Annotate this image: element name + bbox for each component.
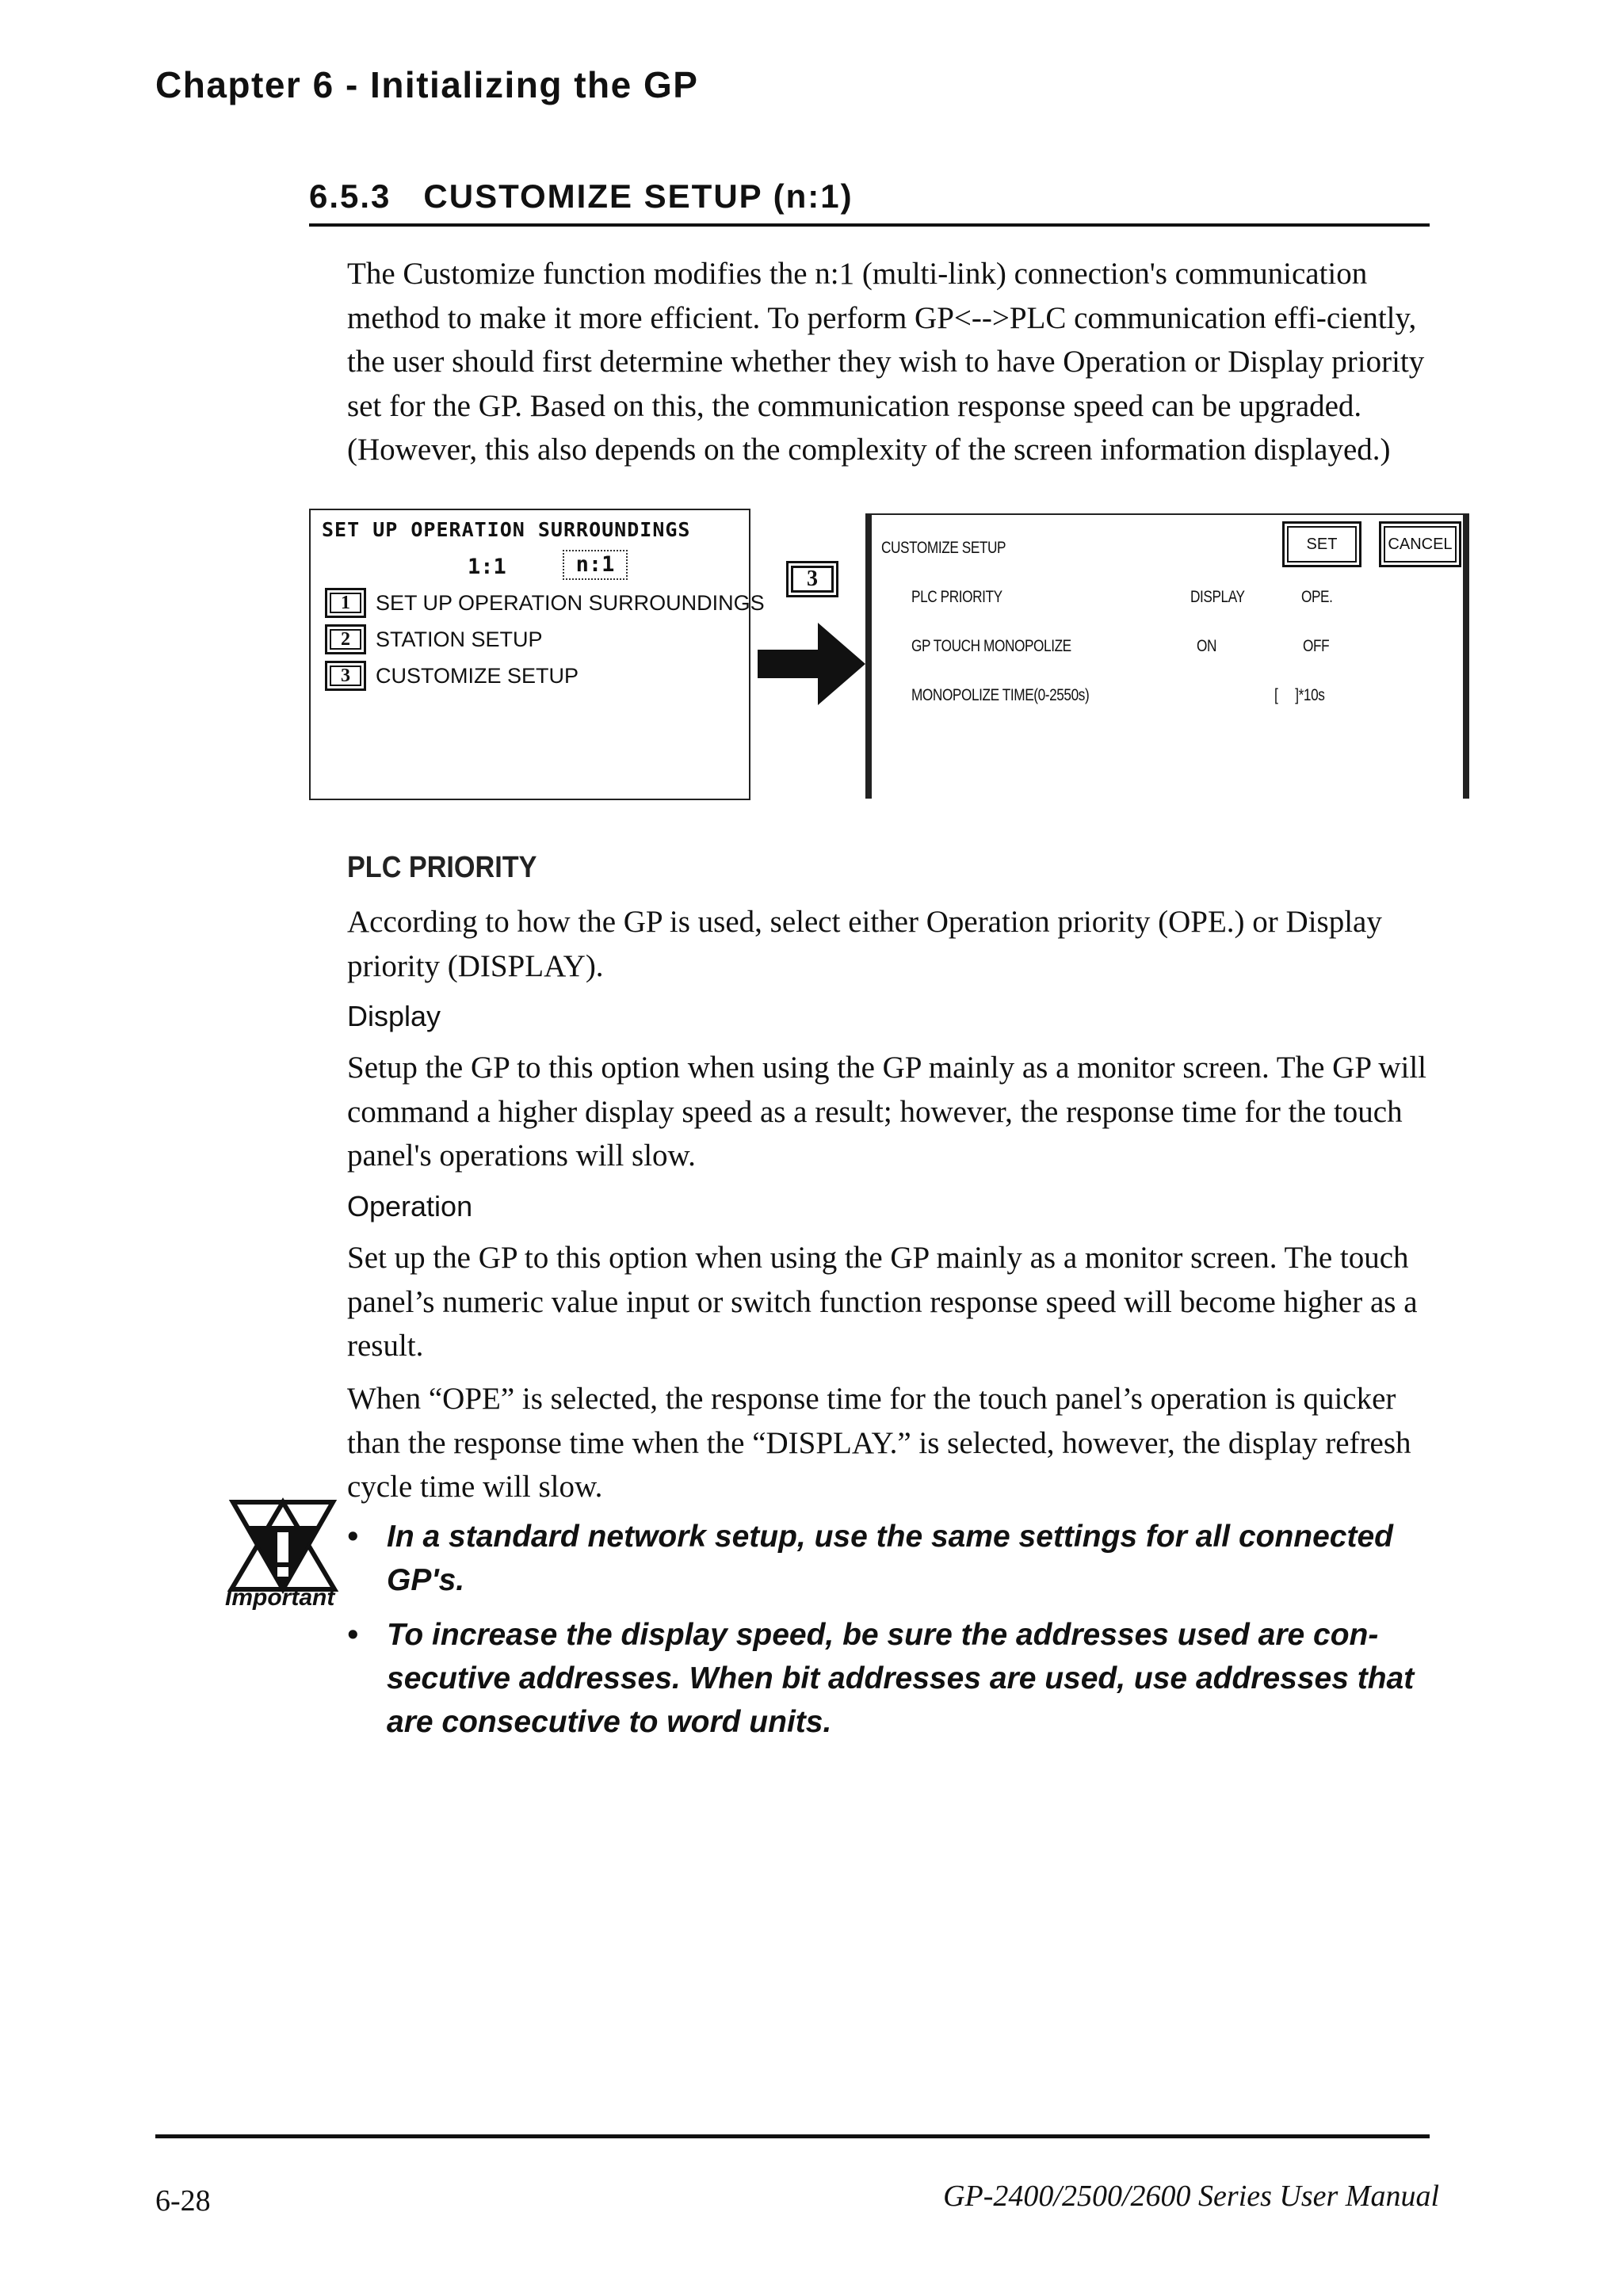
menu-item-number: 1 [325,588,366,618]
step-badge: 3 [786,561,838,597]
manual-title: GP-2400/2500/2600 Series User Manual [943,2180,1439,2213]
plc-priority-text: According to how the GP is used, select either Operation priority (OPE.) or Display priority (DISPLAY). [347,905,1382,983]
setup-menu-screenshot [309,509,765,800]
selection-note-text: When “OPE” is selected, the response time for the touch panel’s operation is quicker than the response time when the “DISPLAY.” is selected, however, the display refresh cycle time will slow. [347,1382,1411,1504]
screen-title: SET UP OPERATION SURROUNDINGS [322,518,691,541]
menu-item-number: 3 [325,661,366,691]
bullet-text: In a standard network setup, use the same settings for all connected GP's. [387,1520,1393,1597]
menu-item-label: STATION SETUP [376,627,543,651]
chapter-title: Chapter 6 - Initializing the GP [155,64,699,105]
plc-priority-label: PLC PRIORITY [911,588,1002,606]
cancel-button[interactable]: CANCEL [1379,521,1461,567]
ope-option[interactable]: OPE. [1301,588,1333,606]
bullet-text: To increase the display speed, be sure the addresses used are con-secutive addresses. When bit addresses are used, use addresses that are consecutive to word units. [387,1618,1415,1739]
menu-item-label: CUSTOMIZE SETUP [376,664,579,688]
touch-monopolize-label: GP TOUCH MONOPOLIZE [911,637,1071,655]
menu-item-label: SET UP OPERATION SURROUNDINGS [376,591,765,615]
operation-text: Set up the GP to this option when using the GP mainly as a monitor screen. The touch panel’s numeric value input or switch function response speed will become higher as a result. [347,1241,1418,1363]
on-option[interactable]: ON [1197,637,1217,655]
important-label: Important [225,1585,335,1611]
section-divider [309,223,1430,227]
mode-1-1-option[interactable]: 1:1 [468,555,506,579]
right-arrow-icon [758,623,865,705]
off-option[interactable]: OFF [1303,637,1330,655]
display-option[interactable]: DISPLAY [1190,588,1245,606]
display-subheading: Display [347,1000,441,1032]
footer-divider [155,2134,1430,2138]
monopolize-time-label: MONOPOLIZE TIME(0-2550s) [911,686,1090,704]
mode-n-1-option[interactable]: n:1 [563,550,628,580]
monopolize-time-input[interactable]: [ ]*10s [1274,686,1325,704]
intro-paragraph: The Customize function modifies the n:1 (multi-link) connection's communication method to make it more efficient. To perform GP<-->PLC communication effi-ciently, the user should first determine whether they wish to have Operation or Display priority set for the GP. Based on this, the communication response speed can be upgraded. (However, this also depends on the complexity of the screen information displayed.) [347,257,1425,467]
plc-priority-heading: PLC PRIORITY [347,851,537,884]
display-text: Setup the GP to this option when using the GP mainly as a monitor screen. The GP will command a higher display speed as a result; however, the response time for the touch panel's operations will slow. [347,1051,1426,1173]
section-heading: 6.5.3 CUSTOMIZE SETUP (n:1) [309,177,854,215]
page-number: 6-28 [155,2184,211,2218]
screen-title: CUSTOMIZE SETUP [881,539,1006,557]
operation-subheading: Operation [347,1190,473,1222]
menu-item-number: 2 [325,624,366,654]
set-button[interactable]: SET [1282,521,1361,567]
important-bullet: • To increase the display speed, be sure the addresses used are con-secutive addresses. When bit addresses are used, use addresses that are consecutive to word units. [347,1613,1441,1744]
customize-setup-screenshot [865,513,1469,799]
important-bullet: • In a standard network setup, use the same settings for all connected GP's. [347,1515,1441,1602]
